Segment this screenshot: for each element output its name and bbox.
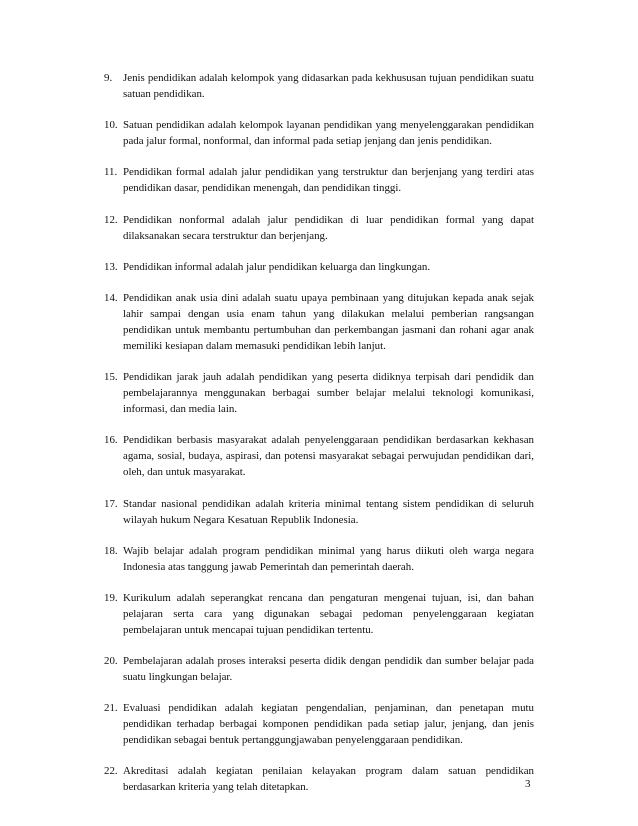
list-item [104,70,534,102]
item-number: 16. [104,434,118,447]
list-item [104,432,534,480]
item-number: 12. [104,213,118,226]
item-text: Pendidikan anak usia dini adalah suatu upaya pembinaan yang ditujukan kepada anak sejak lahir sampai dengan usia enam tahun yang dilakukan melalui pemberian rangsangan pendidikan untuk membantu pertumbuhan dan perkembangan jasmani dan rohani agar anak memiliki kesiapan dalam memasuki pendidikan lebih lanjut. [123,291,534,352]
item-text: Wajib belajar adalah program pendidikan minimal yang harus diikuti oleh warga negara Indonesia atas tanggung jawab Pemerintah dan pemerintah daerah. [123,544,534,573]
list-item [104,117,534,149]
item-number: 13. [104,260,118,273]
item-text: Satuan pendidikan adalah kelompok layanan pendidikan yang menyelenggarakan pendidikan pada jalur formal, nonformal, dan informal pada setiap jenjang dan jenis pendidikan. [123,119,534,148]
item-number: 22. [104,765,118,778]
item-text: Kurikulum adalah seperangkat rencana dan pengaturan mengenai tujuan, isi, dan bahan pelajaran serta cara yang digunakan sebagai pedoman penyelenggaraan kegiatan pembelajaran untuk mencapai tujuan pendidikan tertentu. [123,591,534,636]
item-text: Jenis pendidikan adalah kelompok yang didasarkan pada kekhususan tujuan pendidikan suatu satuan pendidikan. [123,72,534,100]
list-item [104,369,534,417]
item-number: 10. [104,119,118,132]
list-item [104,212,534,244]
item-number: 9. [104,72,113,84]
list-item [104,590,534,638]
item-text: Pembelajaran adalah proses interaksi peserta didik dengan pendidik dan sumber belajar pada suatu lingkungan belajar. [123,655,534,684]
list-item [104,653,534,685]
list-item [104,164,534,196]
item-number: 17. [104,497,118,510]
page-number: 3 [525,778,531,790]
list-item [104,763,534,795]
item-number: 15. [104,371,118,384]
list-item [104,259,534,275]
list-item [104,543,534,575]
item-text: Pendidikan nonformal adalah jalur pendidikan di luar pendidikan formal yang dapat dilaksanakan secara terstruktur dan berjenjang. [123,213,534,242]
item-text: Pendidikan berbasis masyarakat adalah penyelenggaraan pendidikan berdasarkan kekhasan agama, sosial, budaya, aspirasi, dan potensi masyarakat sebagai perwujudan pendidikan dari, oleh, dan untuk masyarakat. [123,434,534,479]
item-text: Pendidikan jarak jauh adalah pendidikan yang peserta didiknya terpisah dari pendidik dan pembelajarannya menggunakan berbagai sumber belajar melalui teknologi komunikasi, informasi, dan media lain. [123,371,534,416]
list-item [104,700,534,748]
item-number: 21. [104,702,118,715]
item-text: Evaluasi pendidikan adalah kegiatan pengendalian, penjaminan, dan penetapan mutu pendidikan terhadap berbagai komponen pendidikan pada setiap jalur, jenjang, dan jenis pendidikan sebagai bentuk pertanggungjawaban penyelenggaraan pendidikan. [123,702,534,747]
item-number: 19. [104,591,118,604]
item-number: 18. [104,544,118,557]
item-number: 14. [104,291,118,304]
item-text: Pendidikan informal adalah jalur pendidikan keluarga dan lingkungan. [123,260,431,273]
item-text: Akreditasi adalah kegiatan penilaian kelayakan program dalam satuan pendidikan berdasarkan kriteria yang telah ditetapkan. [123,765,534,794]
item-text: Standar nasional pendidikan adalah kriteria minimal tentang sistem pendidikan di seluruh wilayah hukum Negara Kesatuan Republik Indonesia. [123,497,534,526]
item-number: 20. [104,655,118,668]
definition-list [104,70,534,811]
item-text: Pendidikan formal adalah jalur pendidikan yang terstruktur dan berjenjang yang terdiri atas pendidikan dasar, pendidikan menengah, dan pendidikan tinggi. [123,166,534,195]
list-item [104,496,534,528]
list-item [104,290,534,354]
item-number: 11. [104,166,118,179]
